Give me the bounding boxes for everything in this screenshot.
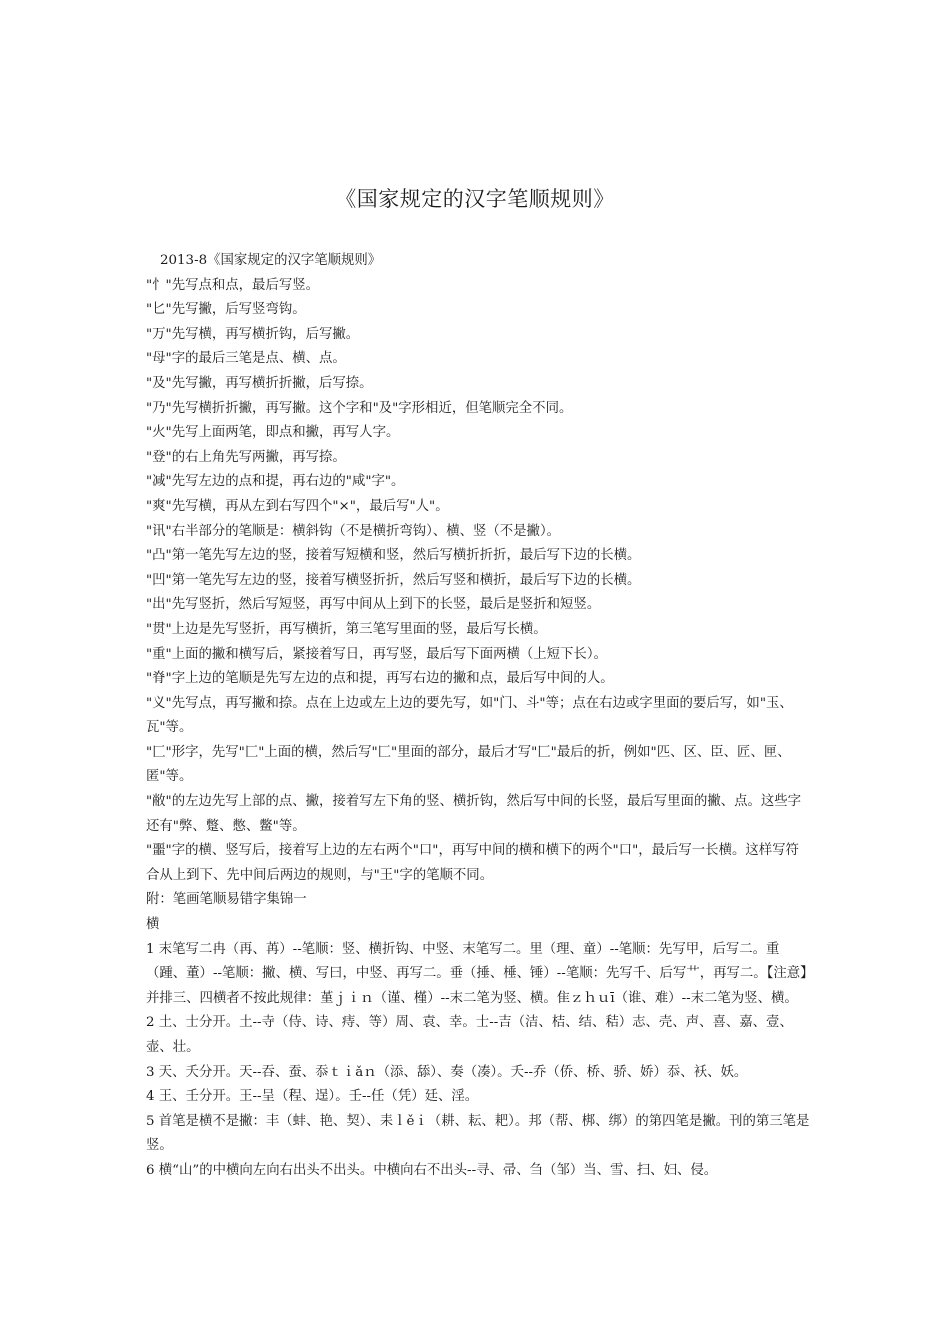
- appendix-heading: 附：笔画笔顺易错字集锦一: [146, 892, 307, 908]
- paragraph: "匚"形字，先写"匚"上面的横，然后写"匚"里面的部分，最后才写"匚"最后的折，例如"匹、区、臣、匠、匣、匿"等。: [146, 744, 791, 785]
- paragraph: "出"先写竖折，然后写短竖，再写中间从上到下的长竖，最后是竖折和短竖。: [146, 597, 601, 613]
- paragraph: "讯"右半部分的笔顺是：横斜钩（不是横折弯钩）、横、竖（不是撇）。: [146, 523, 561, 539]
- paragraph: "脊"字上边的笔顺是先写左边的点和提，再写右边的撇和点，最后写中间的人。: [146, 671, 614, 687]
- paragraph: "乃"先写横折折撇，再写撇。这个字和"及"字形相近，但笔顺完全不同。: [146, 400, 573, 416]
- paragraph: "贯"上边是先写竖折，再写横折，第三笔写里面的竖，最后写长横。: [146, 621, 547, 637]
- paragraph: "匕"先写撇，后写竖弯钩。: [146, 302, 306, 318]
- paragraph: "登"的右上角先写两撇，再写捺。: [146, 449, 346, 465]
- paragraph: "及"先写撇，再写横折折撇，后写捺。: [146, 375, 373, 391]
- paragraph: "噩"字的横、竖写后，接着写上边的左右两个"口"，再写中间的横和横下的两个"口"，最后写一长横。这样写符合从上到下、先中间后两边的规则，与"王"字的笔顺不同。: [146, 843, 799, 883]
- list-item: 5 首笔是横不是撇：丰（蚌、艳、契）、耒ｌěｉ（耕、耘、耙）。邦（帮、梆、绑）的第四笔是撇。刊的第三笔是竖。: [146, 1113, 810, 1154]
- paragraph: "爽"先写横，再从左到右写四个"×"，最后写"人"。: [146, 498, 449, 514]
- list-item: 1 末笔写二冉（再、苒）--笔顺：竖、横折钩、中竖、末笔写二。里（理、童）--笔顺：先写甲，后写二。重（踵、董）--笔顺：撇、横、写曰，中竖、再写二。垂（捶、棰、锤）--笔顺：先写千、后写艹，再写二。【注意】并排三、四横者不按此规律：堇ｊｉｎ（谨、槿）--末二笔为竖、横。隹ｚｈｕī（谁、难）--末二笔为竖、横。: [146, 941, 807, 1006]
- paragraph: "母"字的最后三笔是点、横、点。: [146, 351, 346, 367]
- paragraph: "凸"第一笔先写左边的竖，接着写短横和竖，然后写横折折折，最后写下边的长横。: [146, 548, 641, 564]
- page-title: 《国家规定的汉字笔顺规则》: [335, 187, 615, 211]
- paragraph: "重"上面的撇和横写后，紧接着写日，再写竖，最后写下面两横（上短下长）。: [146, 646, 607, 662]
- list-item: 6 横“山”的中横向左向右出头不出头。中横向右不出头--寻、帚、刍（邹）当、雪、扫、妇、侵。: [146, 1162, 718, 1178]
- paragraph: "万"先写横，再写横折钩，后写撇。: [146, 326, 360, 342]
- list-item: 4 王、壬分开。王--呈（程、逞）。壬--任（凭）廷、淫。: [146, 1089, 479, 1105]
- list-item: 3 天、夭分开。天--吞、蚕、忝ｔｉǎｎ（添、舔）、奏（凑）。夭--乔（侨、桥、骄、娇）忝、袄、妖。: [146, 1064, 748, 1080]
- document-body: [146, 249, 810, 1184]
- paragraph: "义"先写点，再写撇和捺。点在上边或左上边的要先写，如"门、斗"等；点在右边或字里面的要后写，如"玉、瓦"等。: [146, 695, 793, 736]
- paragraph-date-heading: 2013-8《国家规定的汉字笔顺规则》: [160, 253, 382, 268]
- section-heading: 横: [146, 917, 160, 933]
- list-item: 2 土、士分开。土--寺（侍、诗、痔、等）周、袁、幸。士--吉（洁、桔、结、秸）志、壳、声、喜、嘉、壹、壶、壮。: [146, 1015, 793, 1055]
- paragraph: "凹"第一笔先写左边的竖，接着写横竖折折，然后写竖和横折，最后写下边的长横。: [146, 572, 641, 588]
- paragraph: "忄"先写点和点，最后写竖。: [146, 277, 320, 293]
- paragraph: "减"先写左边的点和提，再右边的"咸"字"。: [146, 474, 405, 490]
- paragraph: "火"先写上面两笔，即点和撇，再写人字。: [146, 425, 400, 441]
- paragraph: "敝"的左边先写上部的点、撇，接着写左下角的竖、横折钩，然后写中间的长竖，最后写里面的撇、点。这些字还有"弊、蹩、憋、鳖"等。: [146, 794, 802, 834]
